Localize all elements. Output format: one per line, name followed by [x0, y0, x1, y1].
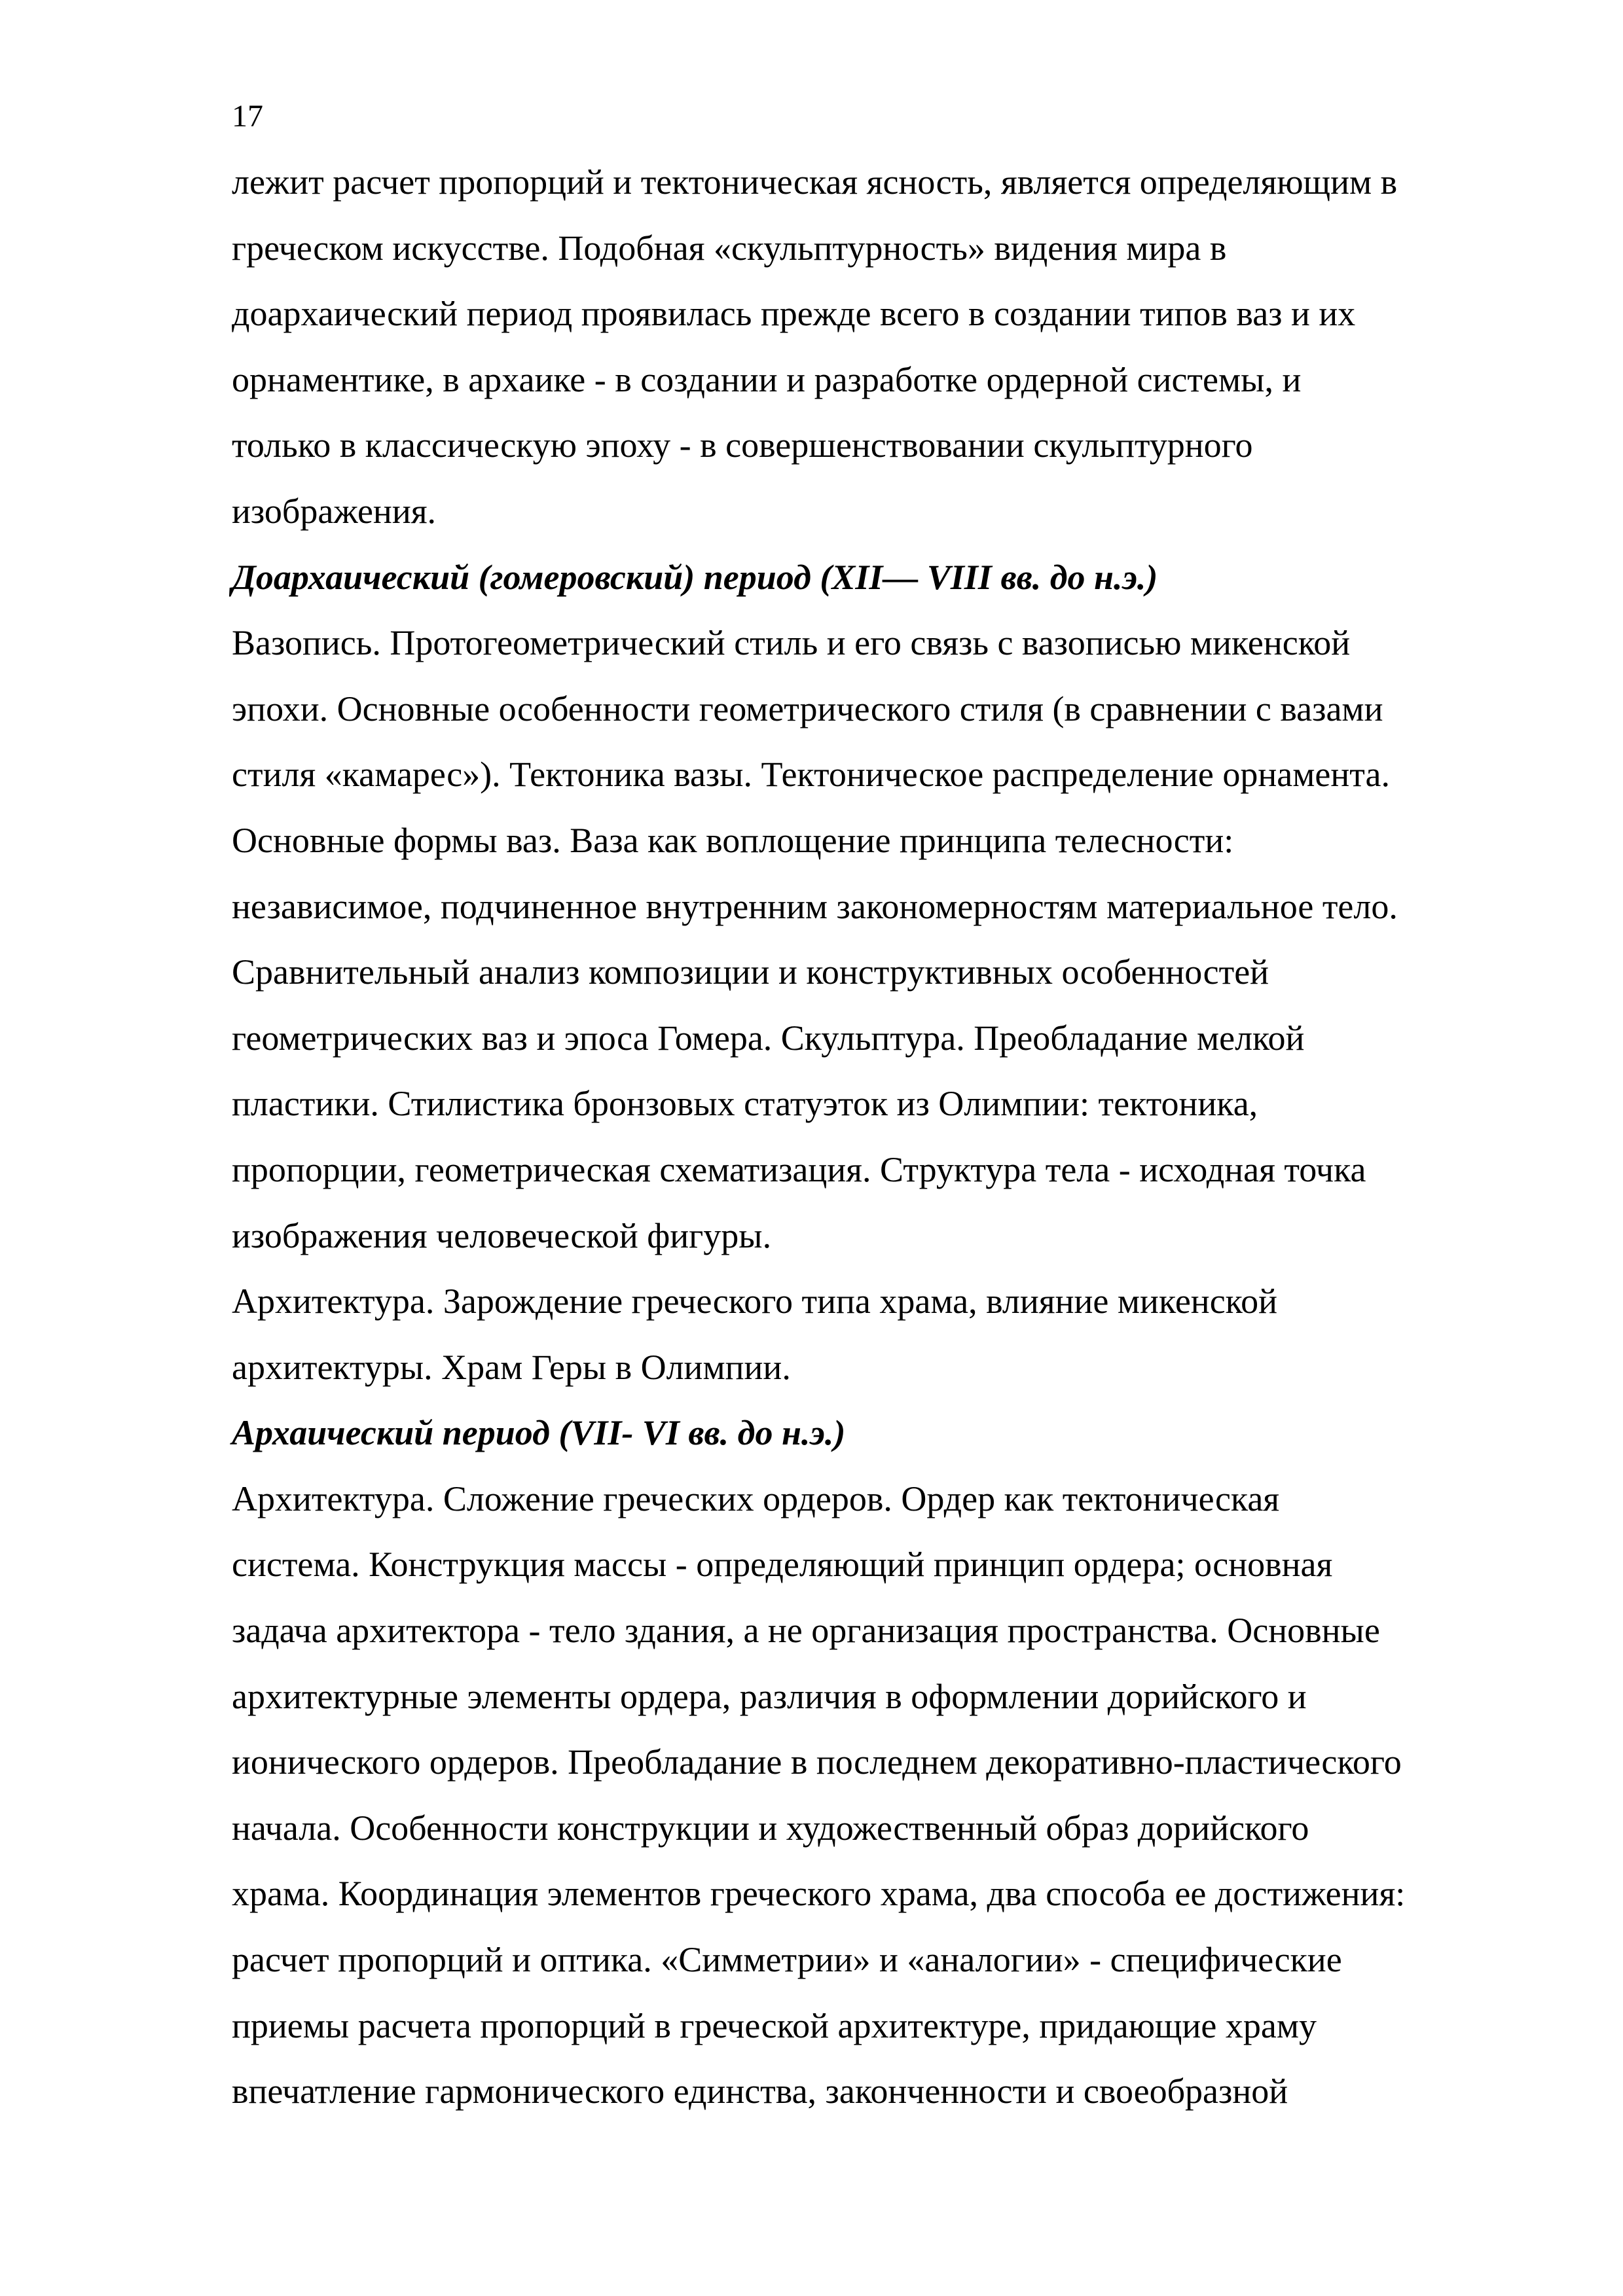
- text-line: независимое, подчиненное внутренним закономерностям материальное тело.: [232, 886, 1398, 926]
- text-line: греческом искусстве. Подобная «скульптурность» видения мира в: [232, 228, 1227, 268]
- text-line: храма. Координация элементов греческого храма, два способа ее достижения:: [232, 1874, 1406, 1914]
- text-line: начала. Особенности конструкции и художественный образ дорийского: [232, 1808, 1309, 1848]
- page-number: 17: [232, 99, 263, 134]
- text-line: эпохи. Основные особенности геометрического стиля (в сравнении с вазами: [232, 689, 1383, 728]
- text-line: архитектуры. Храм Геры в Олимпии.: [232, 1347, 791, 1387]
- text-line: пластики. Стилистика бронзовых статуэток из Олимпии: тектоника,: [232, 1084, 1258, 1124]
- text-line: Архитектура. Зарождение греческого типа храма, влияние микенской: [232, 1282, 1278, 1321]
- text-line: стиля «камарес»). Тектоника вазы. Тектоническое распределение орнамента.: [232, 755, 1391, 795]
- section-heading: Доархаический (гомеровский) период (XII— VIII вв. до н.э.): [232, 557, 1158, 597]
- text-line: система. Конструкция массы - определяющий принцип ордера; основная: [232, 1545, 1333, 1585]
- text-line: доархаический период проявилась прежде всего в создании типов ваз и их: [232, 294, 1356, 334]
- text-line: лежит расчет пропорций и тектоническая ясность, является определяющим в: [232, 162, 1398, 202]
- text-line: пропорции, геометрическая схематизация. Структура тела - исходная точка: [232, 1149, 1366, 1189]
- text-line: задача архитектора - тело здания, а не организация пространства. Основные: [232, 1611, 1380, 1651]
- text-line: приемы расчета пропорций в греческой архитектуре, придающие храму: [232, 2005, 1317, 2045]
- text-line: Основные формы ваз. Ваза как воплощение принципа телесности:: [232, 820, 1234, 860]
- text-line: ионического ордеров. Преобладание в последнем декоративно-пластического: [232, 1742, 1402, 1782]
- text-line: геометрических ваз и эпоса Гомера. Скульптура. Преобладание мелкой: [232, 1018, 1305, 1058]
- text-line: Вазопись. Протогеометрический стиль и его связь с вазописью микенской: [232, 623, 1351, 663]
- text-line: изображения.: [232, 491, 437, 531]
- body-text: [232, 149, 1535, 2125]
- text-line: Сравнительный анализ композиции и конструктивных особенностей: [232, 952, 1269, 992]
- text-line: изображения человеческой фигуры.: [232, 1215, 772, 1255]
- text-line: только в классическую эпоху - в совершенствовании скульптурного: [232, 425, 1253, 465]
- text-line: архитектурные элементы ордера, различия в оформлении дорийского и: [232, 1676, 1307, 1716]
- section-heading: Архаический период (VII- VI вв. до н.э.): [232, 1413, 846, 1453]
- text-line: впечатление гармонического единства, законченности и своеобразной: [232, 2072, 1288, 2111]
- text-line: орнаментике, в архаике - в создании и разработке ордерной системы, и: [232, 359, 1302, 399]
- text-line: Архитектура. Сложение греческих ордеров. Ордер как тектоническая: [232, 1479, 1280, 1518]
- text-line: расчет пропорций и оптика. «Симметрии» и «аналогии» - специфические: [232, 1940, 1342, 1980]
